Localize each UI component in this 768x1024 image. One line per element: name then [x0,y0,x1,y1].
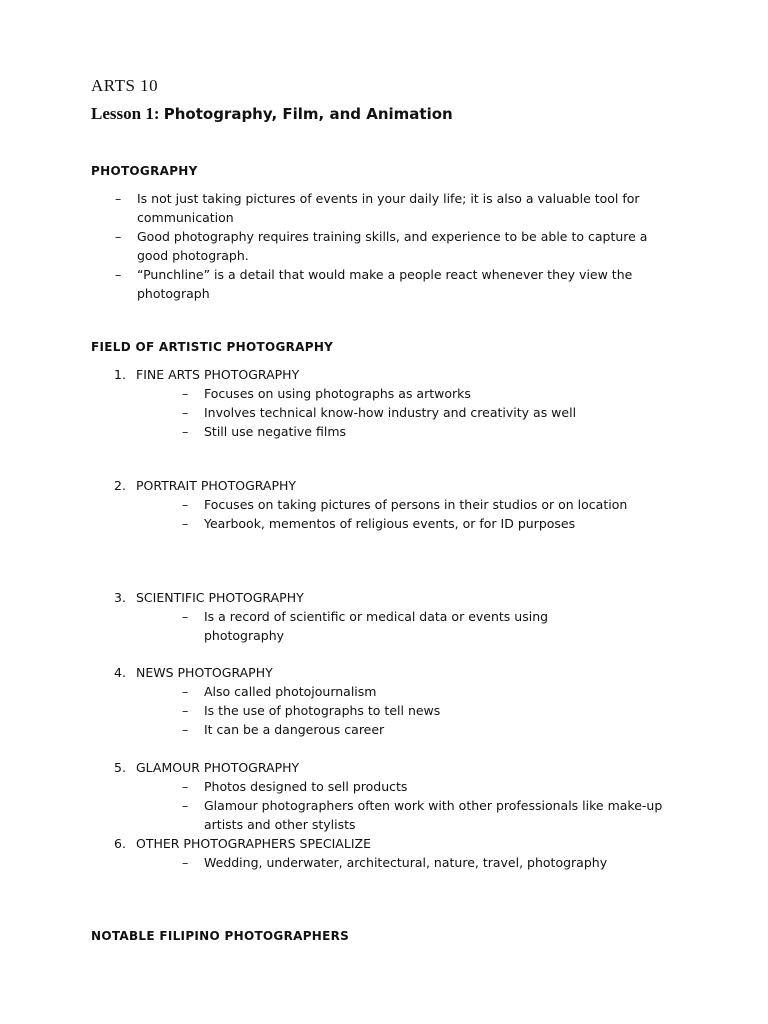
fine-arts-bullets [182,384,644,441]
list-item [182,495,644,514]
lesson-title [91,105,453,122]
course-title: ARTS 10 [91,76,159,95]
bullet-text: Is a record of scientific or medical data or events using photography [204,609,549,643]
portrait-bullets [182,495,644,533]
bullet-text: Also called photojournalism [204,684,377,699]
numbered-item-fine-arts [114,365,299,384]
dash-bullet-icon: – [115,267,122,282]
bullet-text: Yearbook, mementos of religious events, or for ID purposes [204,516,576,531]
bullet-text: Good photography requires training skills, and experience to be able to capture a good photograph. [137,229,648,263]
list-item [182,682,644,701]
dash-bullet-icon: – [182,798,189,813]
list-item [182,777,664,796]
dash-bullet-icon: – [182,684,189,699]
list-item [115,265,657,303]
dash-bullet-icon: – [182,609,189,624]
numbered-item-portrait [114,476,296,495]
list-item [182,701,644,720]
list-item [182,384,644,403]
item-label: NEWS PHOTOGRAPHY [136,665,273,680]
bullet-text: Is not just taking pictures of events in your daily life; it is also a valuable tool for communication [137,191,640,225]
bullet-text: Is the use of photographs to tell news [204,703,441,718]
dash-bullet-icon: – [182,405,189,420]
bullet-text: Wedding, underwater, architectural, nature, travel, photography [204,855,608,870]
dash-bullet-icon: – [115,229,122,244]
dash-bullet-icon: – [182,703,189,718]
list-item [182,796,664,834]
item-label: PORTRAIT PHOTOGRAPHY [136,478,297,493]
list-item [182,853,684,872]
bullet-text: Glamour photographers often work with other professionals like make-up artists and other stylists [204,798,663,832]
item-number: 6. [114,836,126,851]
bullet-text: Focuses on taking pictures of persons in their studios or on location [204,497,628,512]
dash-bullet-icon: – [115,191,122,206]
numbered-item-glamour [114,758,299,777]
section-heading-notable: NOTABLE FILIPINO PHOTOGRAPHERS [91,929,350,943]
dash-bullet-icon: – [182,497,189,512]
dash-bullet-icon: – [182,779,189,794]
bullet-text: It can be a dangerous career [204,722,385,737]
numbered-item-news [114,663,273,682]
list-item [115,227,657,265]
dash-bullet-icon: – [182,386,189,401]
item-number: 2. [114,478,126,493]
numbered-item-other [114,834,371,853]
dash-bullet-icon: – [182,516,189,531]
scientific-bullets [182,607,624,645]
lesson-prefix: Lesson 1: [91,104,164,123]
dash-bullet-icon: – [182,722,189,737]
item-number: 3. [114,590,126,605]
other-bullets [182,853,684,872]
dash-bullet-icon: – [182,424,189,439]
list-item [182,720,644,739]
news-bullets [182,682,644,739]
item-label: OTHER PHOTOGRAPHERS SPECIALIZE [136,836,371,851]
section-heading-field: FIELD OF ARTISTIC PHOTOGRAPHY [91,340,334,354]
item-number: 4. [114,665,126,680]
bullet-text: “Punchline” is a detail that would make a people react whenever they view the photograph [137,267,633,301]
dash-bullet-icon: – [182,855,189,870]
bullet-text: Photos designed to sell products [204,779,408,794]
numbered-item-scientific [114,588,304,607]
item-number: 5. [114,760,126,775]
item-label: GLAMOUR PHOTOGRAPHY [136,760,300,775]
lesson-name: Photography, Film, and Animation [163,105,453,123]
photography-bullets [115,189,657,303]
item-number: 1. [114,367,126,382]
list-item [115,189,657,227]
list-item [182,607,624,645]
list-item [182,514,644,533]
bullet-text: Focuses on using photographs as artworks [204,386,471,401]
item-label: FINE ARTS PHOTOGRAPHY [136,367,300,382]
list-item [182,403,644,422]
list-item [182,422,644,441]
section-heading-photography: PHOTOGRAPHY [91,164,198,178]
bullet-text: Still use negative films [204,424,347,439]
bullet-text: Involves technical know-how industry and creativity as well [204,405,577,420]
glamour-bullets [182,777,664,834]
item-label: SCIENTIFIC PHOTOGRAPHY [136,590,304,605]
